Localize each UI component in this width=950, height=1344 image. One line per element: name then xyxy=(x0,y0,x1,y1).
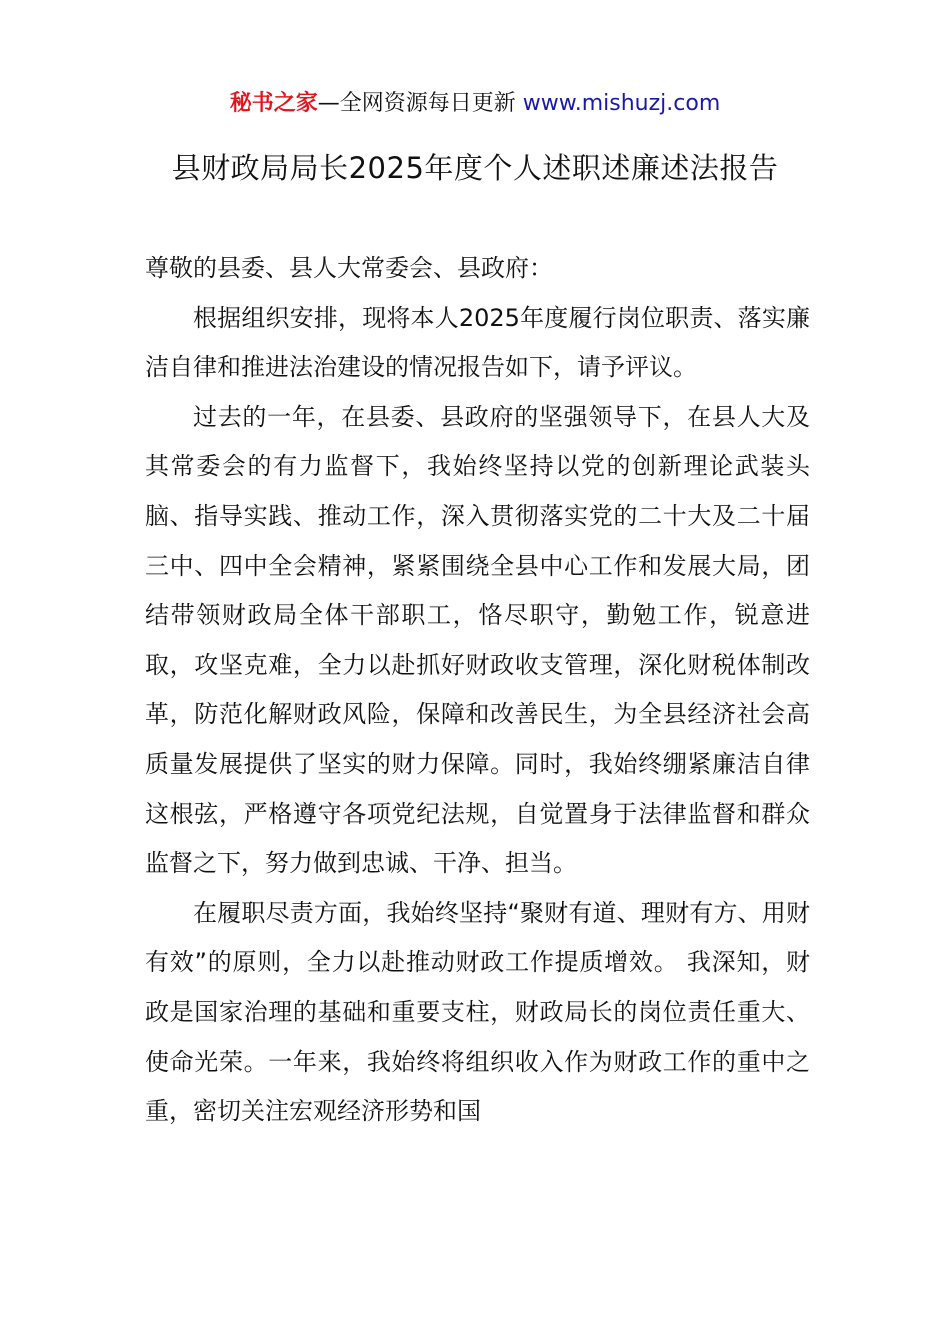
paragraph-3: 在履职尽责方面，我始终坚持“聚财有道、理财有方、用财有效”的原则，全力以赴推动财政工作提质增效。 我深知，财政是国家治理的基础和重要支柱，财政局长的岗位责任重大、使命光荣。一年来，我始终将组织收入作为财政工作的重中之重，密切关注宏观经济形势和国 xyxy=(145,898,810,1126)
brand-name: 秘书之家 xyxy=(229,91,318,116)
header-dash: — xyxy=(317,91,340,116)
paragraph-1: 根据组织安排，现将本人2025年度履行岗位职责、落实廉洁自律和推进法治建设的情况报告如下，请予评议。 xyxy=(145,303,810,382)
document-body xyxy=(145,244,810,1137)
site-url-link[interactable]: www.mishuzj.com xyxy=(522,91,721,116)
document-title: 县财政局局长2025年度个人述职述廉述法报告 xyxy=(171,151,779,185)
header-slogan: 全网资源每日更新 xyxy=(339,91,516,116)
salutation: 尊敬的县委、县人大常委会、县政府： xyxy=(145,254,553,282)
paragraph-2: 过去的一年，在县委、县政府的坚强领导下，在县人大及其常委会的有力监督下，我始终坚持以党的创新理论武装头脑、指导实践、推动工作，深入贯彻落实党的二十大及二十届三中、四中全会精神，紧紧围绕全县中心工作和发展大局，团结带领财政局全体干部职工，恪尽职守，勤勉工作，锐意进取，攻坚克难，全力以赴抓好财政收支管理，深化财税体制改革，防范化解财政风险，保障和改善民生，为全县经济社会高质量发展提供了坚实的财力保障。同时，我始终绷紧廉洁自律这根弦，严格遵守各项党纪法规，自觉置身于法律监督和群众监督之下，努力做到忠诚、干净、担当。 xyxy=(145,402,810,878)
site-header xyxy=(0,88,950,120)
